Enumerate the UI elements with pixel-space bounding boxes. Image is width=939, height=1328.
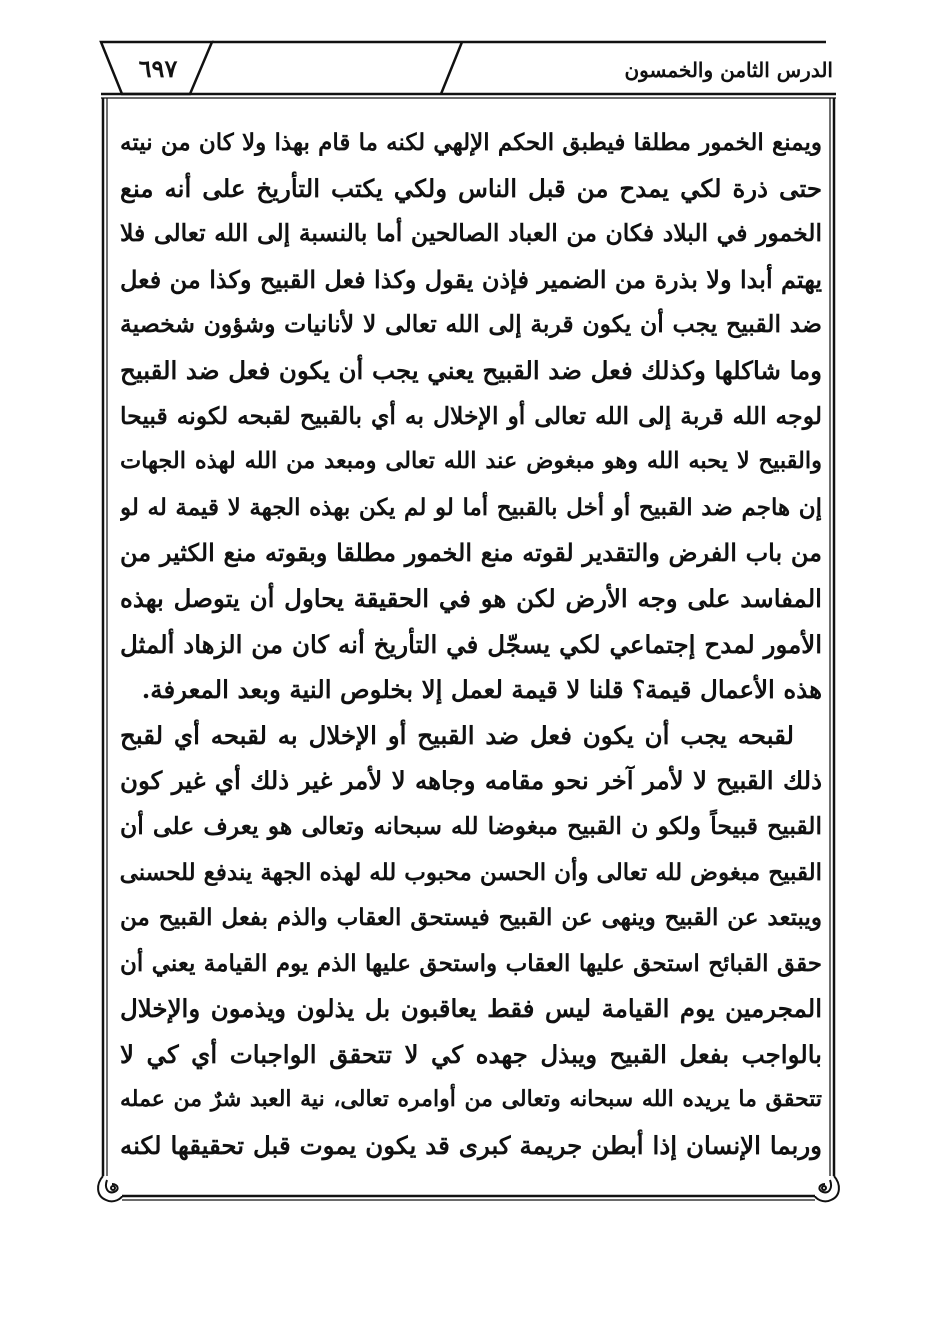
text-line: لقبحه يجب أن يكون فعل ضد القبيح أو الإخلال به لقبحه أي لقبح xyxy=(120,720,794,750)
text-line: تتحقق ما يريده الله سبحانه وتعالى من أوامره تعالى، نية العبد شرٌ من عمله xyxy=(120,1086,822,1113)
text-line: القبيح مبغوض لله تعالى وأن الحسن محبوب لله لهذه الجهة يندفع للحسنى xyxy=(120,858,822,886)
text-line: المجرمين يوم القيامة ليس فقط يعاقبون بل يذلون ويذمون والإخلال xyxy=(120,994,822,1024)
paragraph-1 xyxy=(120,120,822,713)
text-line: وربما الإنسان إذا أبطن جريمة كبرى قد يكون يموت قبل تحقيقها لكنه xyxy=(120,1131,822,1161)
paragraph-2 xyxy=(120,713,822,1169)
ornament-left-icon xyxy=(98,1176,122,1201)
text-line: ويبتعد عن القبيح وينهى عن القبيح فيستحق العقاب والذم بفعل القبيح من xyxy=(120,904,822,932)
body-text xyxy=(120,120,822,1169)
text-line: الخمور في البلاد فكان من العباد الصالحين أما بالنسبة إلى الله تعالى فلا xyxy=(120,219,822,248)
chapter-title: الدرس الثامن والخمسون xyxy=(624,58,833,82)
text-line: ضد القبيح يجب أن يكون قربة إلى الله تعالى لا لأنانيات وشؤون شخصية xyxy=(120,310,822,339)
text-line: الأمور لمدح إجتماعي لكي يسجّل في التأريخ أنه كان من الزهاد ألمثل xyxy=(120,629,822,659)
text-line: إن هاجم ضد القبيح أو أخل بالقبيح أما لو لم يكن بهذه الجهة لا قيمة له لو xyxy=(120,493,822,521)
text-line: حتى ذرة لكي يمدح من قبل الناس ولكي يكتب التأريخ على أنه منع xyxy=(120,173,822,203)
text-line: المفاسد على وجه الأرض لكن هو في الحقيقة يحاول أن يتوصل بهذه xyxy=(120,583,822,613)
text-line: القبيح قبيحاً ولكو ن القبيح مبغوضا لله سبحانه وتعالى هو يعرف على أن xyxy=(120,811,822,840)
text-line: هذه الأعمال قيمة؟ قلنا لا قيمة لعمل إلا بخلوص النية وبعد المعرفة. xyxy=(141,675,822,705)
text-line: يهتم أبدا ولا بذرة من الضمير فإذن يقول وكذا فعل القبيح وكذا من فعل xyxy=(120,264,822,294)
text-line: بالواجب بفعل القبيح ويبذل جهده كي لا تتحقق الواجبات أي كي لا xyxy=(120,1039,822,1069)
text-line: ويمنع الخمور مطلقا فيطبق الحكم الإلهي لكنه ما قام بهذا ولا كان من نيته xyxy=(120,129,822,156)
header-divider xyxy=(441,42,462,94)
text-line: من باب الفرض والتقدير لقوته منع الخمور مطلقا وبقوته منع الكثير من xyxy=(120,538,822,568)
text-line: حقق القبائح استحق عليها العقاب واستحق عليها الذم يوم القيامة يعني أن xyxy=(120,949,822,977)
ornament-right-icon xyxy=(815,1176,839,1201)
page-number: ٦٩٧ xyxy=(138,54,178,83)
text-line: والقبيح لا يحبه الله وهو مبغوض عند الله تعالى ومبعد من الله لهذه الجهات xyxy=(120,448,822,475)
text-line: وما شاكلها وكذلك فعل ضد القبيح يعني يجب أن يكون فعل ضد القبيح xyxy=(120,355,822,385)
text-line: ذلك القبيح لا لأمر آخر نحو مقامه وجاهه لا لأمر غير ذلك أي غير كون xyxy=(120,766,822,796)
text-line: لوجه الله قربة إلى الله تعالى أو الإخلال به أي بالقبيح لقبحه لكونه قبيحا xyxy=(120,401,822,430)
